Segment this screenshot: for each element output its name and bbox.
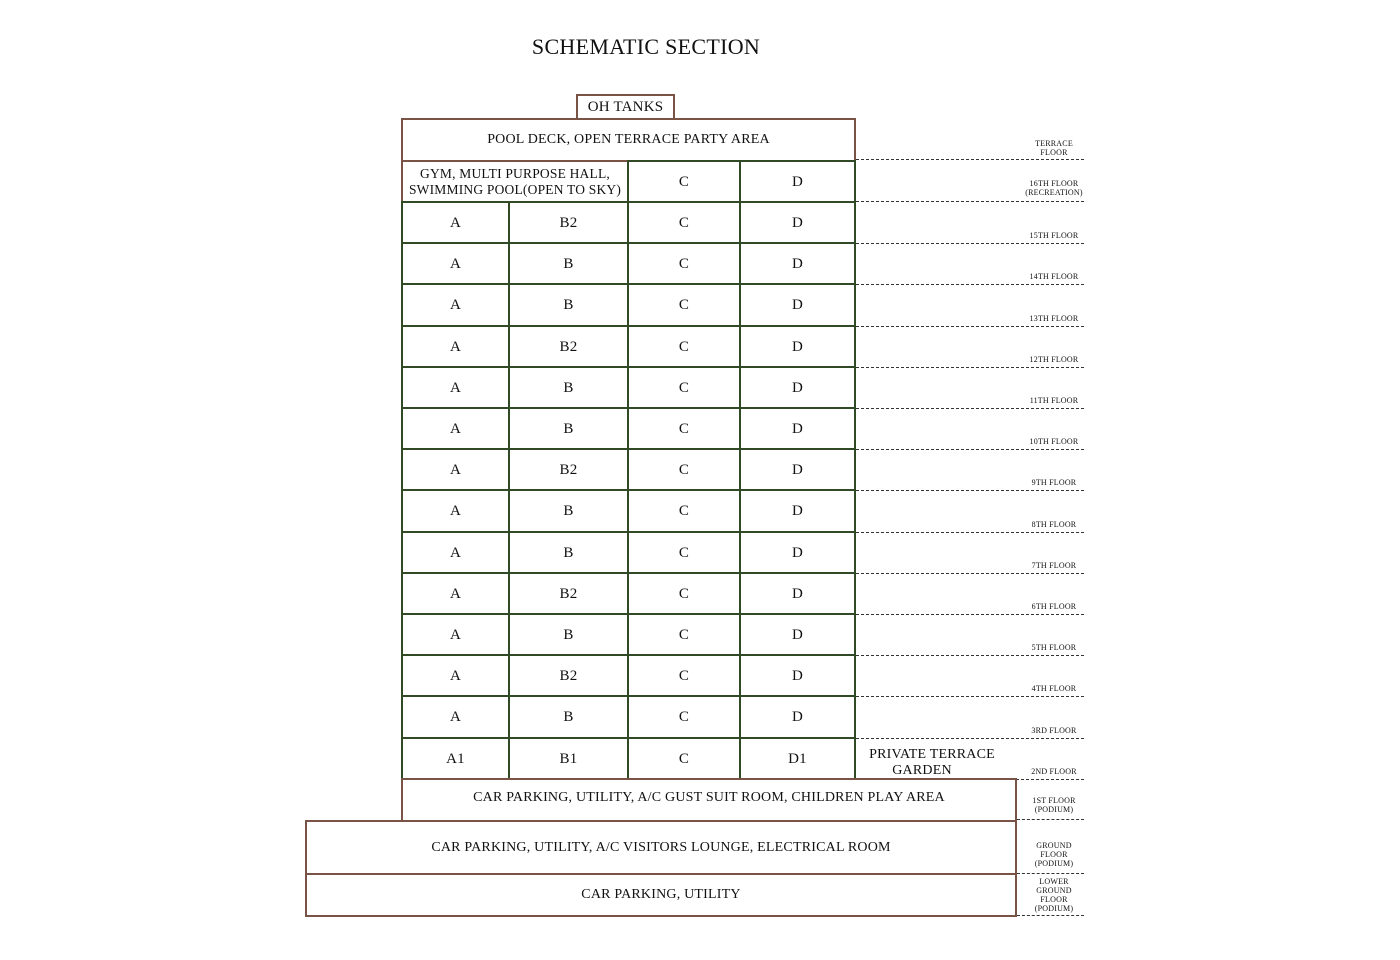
unit-cell-a bbox=[401, 448, 510, 491]
floor-line bbox=[856, 532, 1084, 533]
unit-cell-b bbox=[508, 407, 629, 450]
first-floor-podium-block bbox=[401, 778, 1017, 822]
level-label-1st bbox=[1020, 796, 1088, 814]
unit-label: D bbox=[791, 338, 804, 355]
unit-label: A bbox=[449, 420, 462, 437]
floor-line bbox=[856, 408, 1084, 409]
unit-label: D bbox=[791, 503, 804, 519]
level-label: 15TH FLOOR bbox=[1029, 231, 1079, 240]
level-label-line: FLOOR bbox=[1040, 850, 1068, 859]
unit-cell-b bbox=[508, 654, 629, 697]
unit-cell-a bbox=[401, 654, 510, 697]
unit-label: D bbox=[791, 585, 804, 602]
level-label: 7TH FLOOR bbox=[1031, 561, 1077, 570]
unit-cell-b bbox=[508, 531, 629, 574]
unit-cell-d bbox=[739, 737, 856, 780]
unit-cell-a bbox=[401, 737, 510, 780]
level-label: 12TH FLOOR bbox=[1029, 355, 1079, 364]
unit-label: B bbox=[563, 503, 574, 519]
unit-cell-d bbox=[739, 242, 856, 285]
unit-label: B2 bbox=[559, 667, 578, 684]
unit-label: B2 bbox=[559, 214, 578, 231]
level-label-ground bbox=[1020, 841, 1088, 868]
floor-line bbox=[856, 284, 1084, 285]
unit-cell-a bbox=[401, 366, 510, 409]
unit-label: C bbox=[678, 709, 690, 725]
unit-label: C bbox=[678, 173, 690, 190]
unit-cell-c bbox=[627, 283, 741, 327]
terrace-floor-block bbox=[401, 118, 856, 162]
lower-ground-floor-podium-block bbox=[305, 873, 1017, 917]
level-label: 6TH FLOOR bbox=[1031, 602, 1077, 611]
floor-line bbox=[856, 696, 1084, 697]
unit-cell-d bbox=[739, 448, 856, 491]
unit-label: A bbox=[449, 544, 462, 561]
unit-label: D bbox=[791, 255, 804, 272]
unit-cell-c bbox=[627, 737, 741, 780]
page-title: SCHEMATIC SECTION bbox=[531, 34, 761, 59]
unit-cell-a bbox=[401, 242, 510, 285]
unit-label: C bbox=[678, 214, 690, 231]
unit-label: A bbox=[449, 667, 462, 684]
unit-cell-d bbox=[739, 531, 856, 574]
unit-label: B2 bbox=[559, 461, 578, 478]
private-terrace-garden bbox=[858, 746, 1006, 780]
floor-line-lower-ground bbox=[1017, 915, 1084, 916]
floor-line bbox=[856, 326, 1084, 327]
unit-label: A bbox=[449, 709, 462, 725]
unit-cell-a bbox=[401, 283, 510, 327]
unit-cell-d bbox=[739, 654, 856, 697]
level-label: 4TH FLOOR bbox=[1031, 684, 1077, 693]
unit-label: B bbox=[563, 379, 574, 396]
unit-cell-a bbox=[401, 531, 510, 574]
unit-cell-d bbox=[739, 613, 856, 656]
unit-label: C bbox=[678, 255, 690, 272]
floor-line bbox=[856, 738, 1084, 739]
floor-line bbox=[856, 573, 1084, 574]
unit-cell-d bbox=[739, 325, 856, 368]
unit-label: A bbox=[449, 214, 462, 231]
unit-cell-b bbox=[508, 489, 629, 533]
level-label-line: FLOOR bbox=[1040, 895, 1068, 904]
unit-label: A bbox=[449, 379, 462, 396]
floor-line-1st bbox=[1017, 819, 1084, 820]
unit-label: C bbox=[678, 626, 690, 643]
level-label-line: LOWER bbox=[1039, 877, 1069, 886]
unit-label: D bbox=[791, 461, 804, 478]
unit-label: C bbox=[678, 461, 690, 478]
floor-line bbox=[856, 614, 1084, 615]
recreation-unit-c bbox=[627, 160, 741, 203]
level-label-line: FLOOR bbox=[1040, 148, 1068, 157]
unit-cell-a bbox=[401, 572, 510, 615]
unit-label: C bbox=[678, 667, 690, 684]
unit-label: B bbox=[563, 709, 574, 725]
ground-floor-podium-label: CAR PARKING, UTILITY, A/C VISITORS LOUNGE, ELECTRICAL ROOM bbox=[431, 839, 891, 855]
unit-label: D1 bbox=[788, 750, 807, 767]
unit-cell-b bbox=[508, 448, 629, 491]
unit-label: D bbox=[791, 667, 804, 684]
unit-label: C bbox=[678, 297, 690, 313]
unit-label: B bbox=[563, 297, 574, 313]
level-label: 13TH FLOOR bbox=[1029, 314, 1079, 323]
unit-cell-b bbox=[508, 242, 629, 285]
floor-line bbox=[856, 243, 1084, 244]
unit-label: C bbox=[678, 420, 690, 437]
unit-label: A bbox=[449, 461, 462, 478]
level-label-line: TERRACE bbox=[1035, 139, 1073, 148]
unit-label: B2 bbox=[559, 338, 578, 355]
recreation-block bbox=[401, 160, 629, 203]
unit-cell-c bbox=[627, 325, 741, 368]
unit-cell-b bbox=[508, 737, 629, 780]
unit-label: D bbox=[791, 709, 804, 725]
level-label: 11TH FLOOR bbox=[1029, 396, 1079, 405]
unit-label: A bbox=[449, 626, 462, 643]
terrace-floor-label: POOL DECK, OPEN TERRACE PARTY AREA bbox=[487, 132, 770, 147]
unit-label: A bbox=[449, 503, 462, 519]
level-label: 5TH FLOOR bbox=[1031, 643, 1077, 652]
level-label: 2ND FLOOR bbox=[1031, 767, 1077, 776]
unit-label: D bbox=[791, 379, 804, 396]
floor-line bbox=[856, 449, 1084, 450]
unit-label: C bbox=[678, 544, 690, 561]
unit-cell-d bbox=[739, 201, 856, 244]
recreation-label-line2: SWIMMING POOL(OPEN TO SKY) bbox=[408, 181, 622, 197]
level-label-line: GROUND bbox=[1036, 886, 1072, 895]
unit-label: A bbox=[449, 585, 462, 602]
unit-cell-a bbox=[401, 325, 510, 368]
unit-cell-c bbox=[627, 531, 741, 574]
unit-label: B2 bbox=[559, 585, 578, 602]
unit-cell-a bbox=[401, 613, 510, 656]
private-terrace-line2: GARDEN bbox=[892, 763, 952, 778]
floor-line-16th bbox=[856, 201, 1084, 202]
level-label-terrace bbox=[1020, 139, 1088, 157]
unit-label: B bbox=[563, 255, 574, 272]
unit-label: C bbox=[678, 585, 690, 602]
first-floor-podium-label: CAR PARKING, UTILITY, A/C GUST SUIT ROOM, CHILDREN PLAY AREA bbox=[473, 790, 945, 805]
level-label-line: (PODIUM) bbox=[1034, 904, 1074, 913]
ground-floor-podium-block bbox=[305, 820, 1017, 875]
unit-cell-c bbox=[627, 695, 741, 739]
unit-label: D bbox=[791, 420, 804, 437]
unit-label: D bbox=[791, 544, 804, 561]
unit-label: C bbox=[678, 338, 690, 355]
unit-cell-d bbox=[739, 695, 856, 739]
unit-cell-d bbox=[739, 407, 856, 450]
unit-cell-c bbox=[627, 654, 741, 697]
unit-cell-b bbox=[508, 283, 629, 327]
floor-line-terrace bbox=[856, 159, 1084, 160]
unit-cell-d bbox=[739, 366, 856, 409]
unit-cell-c bbox=[627, 572, 741, 615]
level-label-line: 16TH FLOOR bbox=[1029, 179, 1079, 188]
unit-label: A bbox=[449, 255, 462, 272]
level-label-line: 1ST FLOOR bbox=[1032, 796, 1076, 805]
unit-label: A1 bbox=[446, 750, 465, 767]
recreation-unit-d bbox=[739, 160, 856, 203]
unit-label: D bbox=[791, 173, 804, 190]
unit-cell-d bbox=[739, 572, 856, 615]
unit-cell-b bbox=[508, 572, 629, 615]
level-label: 14TH FLOOR bbox=[1029, 272, 1079, 281]
unit-cell-b bbox=[508, 613, 629, 656]
private-terrace-line1: PRIVATE TERRACE bbox=[869, 747, 995, 762]
unit-cell-d bbox=[739, 283, 856, 327]
unit-label: D bbox=[791, 626, 804, 643]
unit-cell-b bbox=[508, 325, 629, 368]
unit-label: C bbox=[678, 503, 690, 519]
level-label: 3RD FLOOR bbox=[1031, 726, 1077, 735]
oh-tanks-box bbox=[576, 94, 675, 120]
recreation-label-line1: GYM, MULTI PURPOSE HALL, bbox=[420, 165, 610, 181]
unit-cell-c bbox=[627, 489, 741, 533]
unit-label: B bbox=[563, 626, 574, 643]
unit-cell-c bbox=[627, 448, 741, 491]
unit-label: B bbox=[563, 420, 574, 437]
unit-cell-b bbox=[508, 695, 629, 739]
unit-cell-c bbox=[627, 613, 741, 656]
lower-ground-floor-podium-label: CAR PARKING, UTILITY bbox=[581, 887, 741, 902]
level-label-line: (PODIUM) bbox=[1034, 859, 1074, 868]
level-label-line: (PODIUM) bbox=[1034, 805, 1074, 814]
unit-cell-b bbox=[508, 201, 629, 244]
floor-line bbox=[856, 367, 1084, 368]
level-label: 8TH FLOOR bbox=[1031, 520, 1077, 529]
unit-label: C bbox=[678, 379, 690, 396]
floor-line bbox=[856, 655, 1084, 656]
unit-cell-c bbox=[627, 242, 741, 285]
unit-cell-d bbox=[739, 489, 856, 533]
unit-cell-a bbox=[401, 489, 510, 533]
unit-cell-a bbox=[401, 695, 510, 739]
level-label: 10TH FLOOR bbox=[1029, 437, 1079, 446]
level-label-lower-ground bbox=[1020, 877, 1088, 913]
oh-tanks-label: OH TANKS bbox=[587, 99, 664, 115]
level-label: 9TH FLOOR bbox=[1031, 478, 1077, 487]
unit-cell-c bbox=[627, 407, 741, 450]
unit-label: C bbox=[678, 750, 690, 767]
level-label-line: (RECREATION) bbox=[1025, 188, 1083, 197]
floor-line-ground bbox=[1017, 873, 1084, 874]
unit-cell-a bbox=[401, 201, 510, 244]
level-label-16th bbox=[1020, 179, 1088, 197]
unit-cell-c bbox=[627, 366, 741, 409]
level-label-line: GROUND bbox=[1036, 841, 1072, 850]
unit-label: D bbox=[791, 214, 804, 231]
unit-label: A bbox=[449, 338, 462, 355]
floor-line bbox=[856, 490, 1084, 491]
unit-label: A bbox=[449, 297, 462, 313]
unit-label: D bbox=[791, 297, 804, 313]
unit-cell-b bbox=[508, 366, 629, 409]
unit-cell-c bbox=[627, 201, 741, 244]
unit-label: B1 bbox=[559, 750, 578, 767]
unit-cell-a bbox=[401, 407, 510, 450]
unit-label: B bbox=[563, 544, 574, 561]
